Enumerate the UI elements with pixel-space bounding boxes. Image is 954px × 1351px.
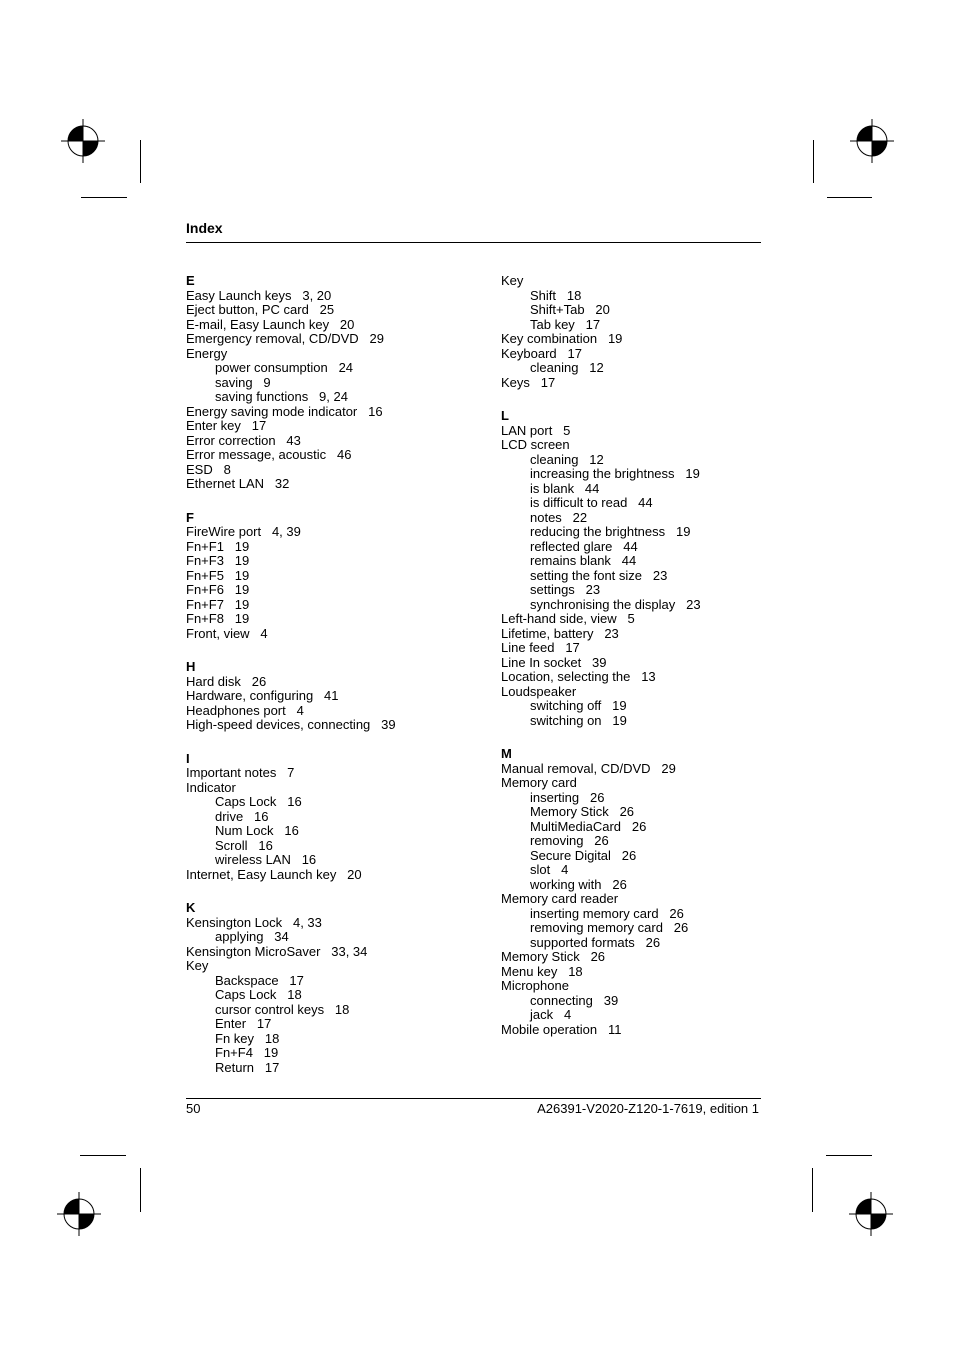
section-gap <box>186 882 486 901</box>
index-subentry: connecting 39 <box>530 992 619 1008</box>
index-entry: Error message, acoustic 46 <box>186 447 352 462</box>
index-entry: Kensington Lock 4, 33 <box>186 914 322 930</box>
index-subentry: slot 4 <box>530 862 569 877</box>
index-subentry: increasing the brightness 19 <box>530 466 700 481</box>
index-entry: Fn+F5 19 <box>186 567 250 583</box>
index-entry: Fn+F8 19 <box>186 611 250 626</box>
index-letter-heading: F <box>186 509 194 525</box>
crop-line <box>826 1155 872 1156</box>
index-entry: Fn+F3 19 <box>186 553 250 568</box>
crop-line <box>812 1168 813 1212</box>
index-entry: Hard disk 26 <box>186 673 267 689</box>
index-entry: Keys 17 <box>501 374 556 390</box>
index-letter-heading: L <box>501 408 509 423</box>
index-entry: Ethernet LAN 32 <box>186 476 290 491</box>
page-title: Index <box>186 220 223 236</box>
index-entry: Key combination 19 <box>501 331 623 346</box>
index-subentry: reducing the brightness 19 <box>530 524 691 539</box>
index-entry: Fn+F7 19 <box>186 596 250 612</box>
index-subentry: Return 17 <box>215 1059 280 1075</box>
index-entry: Hardware, configuring 41 <box>186 688 339 703</box>
index-subentry: jack 4 <box>530 1007 572 1022</box>
section-gap <box>186 641 486 660</box>
index-subentry: is difficult to read 44 <box>530 495 653 510</box>
index-entry: Lifetime, battery 23 <box>501 625 619 641</box>
index-subentry: Fn key 18 <box>215 1030 280 1046</box>
index-column-left <box>186 274 486 1075</box>
crop-line <box>80 1155 126 1156</box>
index-subentry: wireless LAN 16 <box>215 852 317 867</box>
page-number: 50 <box>186 1101 201 1116</box>
footer-rule <box>186 1098 761 1099</box>
index-entry: Left-hand side, view 5 <box>501 611 635 626</box>
index-entry: Headphones port 4 <box>186 702 304 718</box>
registration-mark-icon <box>850 119 894 163</box>
index-subentry: cleaning 12 <box>530 451 604 467</box>
index-entry: Important notes 7 <box>186 765 295 780</box>
registration-mark-icon <box>57 1192 101 1236</box>
index-subentry: saving functions 9, 24 <box>215 389 348 404</box>
index-subentry: synchronising the display 23 <box>530 596 701 612</box>
index-subentry: is blank 44 <box>530 480 600 496</box>
index-subentry: MultiMediaCard 26 <box>530 818 647 834</box>
crop-line <box>827 197 872 198</box>
index-subentry: applying 34 <box>215 929 289 944</box>
index-subentry: Shift 18 <box>530 287 582 303</box>
index-subentry: Secure Digital 26 <box>530 847 637 863</box>
index-subentry: Num Lock 16 <box>215 823 299 838</box>
index-entry: Menu key 18 <box>501 963 583 979</box>
index-subentry: drive 16 <box>215 808 269 824</box>
index-entry: Manual removal, CD/DVD 29 <box>501 760 676 776</box>
index-entry: Line In socket 39 <box>501 654 607 670</box>
index-subentry: cursor control keys 18 <box>215 1001 350 1017</box>
crop-line <box>140 1168 141 1212</box>
index-entry: Fn+F1 19 <box>186 538 250 554</box>
index-subentry: cleaning 12 <box>530 360 604 375</box>
index-entry: Memory Stick 26 <box>501 949 606 964</box>
index-letter-heading: K <box>186 900 196 915</box>
section-gap <box>501 390 771 409</box>
index-entry: Indicator <box>186 779 236 795</box>
index-entry: LAN port 5 <box>501 422 571 438</box>
index-entry: FireWire port 4, 39 <box>186 524 301 539</box>
index-entry: Key <box>501 273 524 288</box>
index-subentry: supported formats 26 <box>530 934 661 950</box>
index-entry: Energy saving mode indicator 16 <box>186 403 383 419</box>
index-entry: Line feed 17 <box>501 640 580 655</box>
index-subentry: Scroll 16 <box>215 837 273 853</box>
index-subentry: Shift+Tab 20 <box>530 302 610 317</box>
index-subentry: settings 23 <box>530 582 601 597</box>
index-subentry: reflected glare 44 <box>530 538 638 554</box>
index-subentry: removing 26 <box>530 833 609 848</box>
index-letter-heading: E <box>186 273 195 288</box>
index-subentry: Fn+F4 19 <box>215 1045 279 1060</box>
crop-line <box>140 140 141 183</box>
index-entry: Emergency removal, CD/DVD 29 <box>186 331 384 346</box>
index-subentry: setting the font size 23 <box>530 567 668 583</box>
index-subentry: Caps Lock 16 <box>215 794 302 809</box>
index-entry: Front, view 4 <box>186 625 268 641</box>
index-subentry: switching on 19 <box>530 712 627 728</box>
index-subentry: inserting 26 <box>530 789 605 805</box>
index-entry: Internet, Easy Launch key 20 <box>186 866 362 882</box>
section-gap <box>186 492 486 511</box>
index-letter-heading: H <box>186 659 196 674</box>
index-subentry: remains blank 44 <box>530 553 637 568</box>
index-subentry: switching off 19 <box>530 698 627 713</box>
section-gap <box>501 728 771 747</box>
index-subentry: Tab key 17 <box>530 316 601 332</box>
index-entry: Enter key 17 <box>186 418 267 433</box>
index-column-right <box>501 274 771 1037</box>
index-subentry: Memory Stick 26 <box>530 804 635 819</box>
header-rule <box>186 242 761 243</box>
index-subentry: power consumption 24 <box>215 360 354 375</box>
index-subentry: saving 9 <box>215 374 271 390</box>
index-entry: Eject button, PC card 25 <box>186 302 335 317</box>
index-entry: Mobile operation 11 <box>501 1021 622 1037</box>
index-entry: Keyboard 17 <box>501 345 582 361</box>
index-letter-heading: I <box>186 750 190 766</box>
index-entry: Kensington MicroSaver 33, 34 <box>186 943 368 959</box>
index-entry: E-mail, Easy Launch key 20 <box>186 316 355 332</box>
registration-mark-icon <box>61 119 105 163</box>
crop-line <box>81 197 127 198</box>
index-entry: Easy Launch keys 3, 20 <box>186 287 332 303</box>
index-entry: Microphone <box>501 978 569 993</box>
index-subentry: Caps Lock 18 <box>215 987 302 1002</box>
index-entry: Memory card <box>501 775 577 790</box>
index-entry: LCD screen <box>501 437 570 452</box>
index-entry: Error correction 43 <box>186 432 301 448</box>
index-subentry: Enter 17 <box>215 1016 272 1031</box>
index-entry: Loudspeaker <box>501 683 577 699</box>
index-letter-heading: M <box>501 746 512 761</box>
index-entry: ESD 8 <box>186 461 231 477</box>
crop-line <box>813 140 814 183</box>
index-entry: Fn+F6 19 <box>186 582 250 597</box>
index-entry: High-speed devices, connecting 39 <box>186 717 396 732</box>
index-subentry: inserting memory card 26 <box>530 905 684 921</box>
index-entry: Key <box>186 958 209 973</box>
index-subentry: Backspace 17 <box>215 972 304 988</box>
registration-mark-icon <box>849 1192 893 1236</box>
index-entry: Location, selecting the 13 <box>501 669 656 684</box>
index-subentry: notes 22 <box>530 509 588 525</box>
index-entry: Memory card reader <box>501 891 619 906</box>
section-gap <box>186 733 486 752</box>
index-entry: Energy <box>186 345 228 361</box>
index-subentry: working with 26 <box>530 876 627 892</box>
index-subentry: removing memory card 26 <box>530 920 689 935</box>
document-id: A26391-V2020-Z120-1-7619, edition 1 <box>537 1101 759 1116</box>
